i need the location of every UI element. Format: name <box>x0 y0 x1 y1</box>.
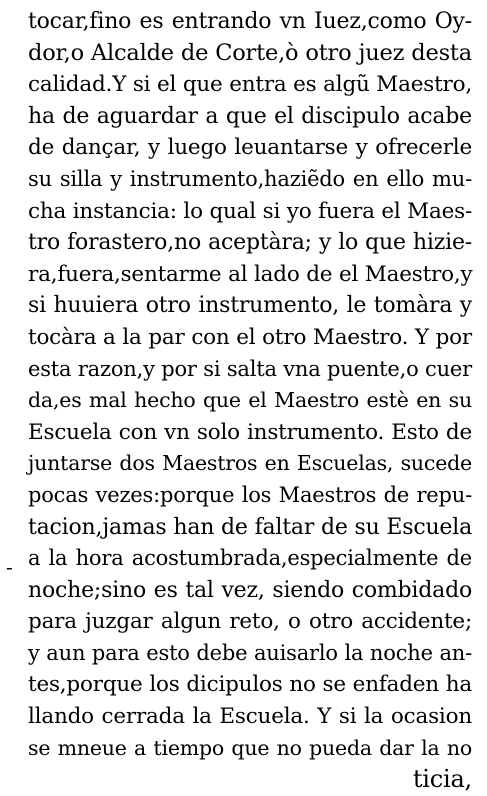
text-line: juntarse dos Maestros en Escuelas, sucede <box>28 451 472 476</box>
text-line: para juzgar algun reto, o otro accidente; <box>28 609 472 635</box>
text-line: tocàra a la par con el otro Maestro. Y por <box>28 324 472 350</box>
text-line: noche;sino es tal vez, siendo combidado <box>28 577 472 603</box>
text-line: dor,o Alcalde de Corte,ò otro juez desta <box>28 39 472 66</box>
text-line: pocas vezes:porque los Maestros de repu- <box>28 482 472 507</box>
text-line: calidad.Y si el que entra es algũ Maestro, <box>28 72 472 98</box>
text-line: de dançar, y luego leuantarse y ofrecerle <box>28 135 472 161</box>
text-line: esta razon,y por si salta vna puente,o cuer <box>28 356 472 381</box>
text-line: Escuela con vn solo instrumento. Esto de <box>28 419 472 445</box>
text-line: su silla y instrumento,haziẽdo en ello mu- <box>28 166 472 191</box>
text-line: ra,fuera,sentarme al lado de el Maestro,y <box>28 261 473 287</box>
text-line: tocar,fino es entrando vn Iuez,como Oy- <box>28 9 472 34</box>
text-line: se mneue a tiempo que no pueda dar la no <box>28 735 472 760</box>
text-line: da,es mal hecho que el Maestro estè en su <box>28 388 472 413</box>
text-line: tacion,jamas han de faltar de su Escuela <box>28 514 472 540</box>
text-line: llando cerrada la Escuela. Y si la ocasion <box>28 704 472 730</box>
text-line: y aun para esto debe auisarlo la noche an- <box>28 640 472 665</box>
margin-mark: - <box>6 555 13 579</box>
text-line: tro forastero,no aceptàra; y lo que hizie- <box>28 230 472 256</box>
text-line: ha de aguardar a que el discipulo acabe <box>28 103 472 129</box>
text-line: cha instancia: lo qual si yo fuera el Maes- <box>28 198 473 224</box>
body-text <box>28 6 472 796</box>
text-line: si huuiera otro instrumento, le tomàra y <box>28 293 472 319</box>
catchword: ticia, <box>412 765 472 794</box>
text-line: tes,porque los dicipulos no se enfaden ha <box>28 672 472 698</box>
text-line: a la hora acostumbrada,especialmente de <box>28 546 472 571</box>
